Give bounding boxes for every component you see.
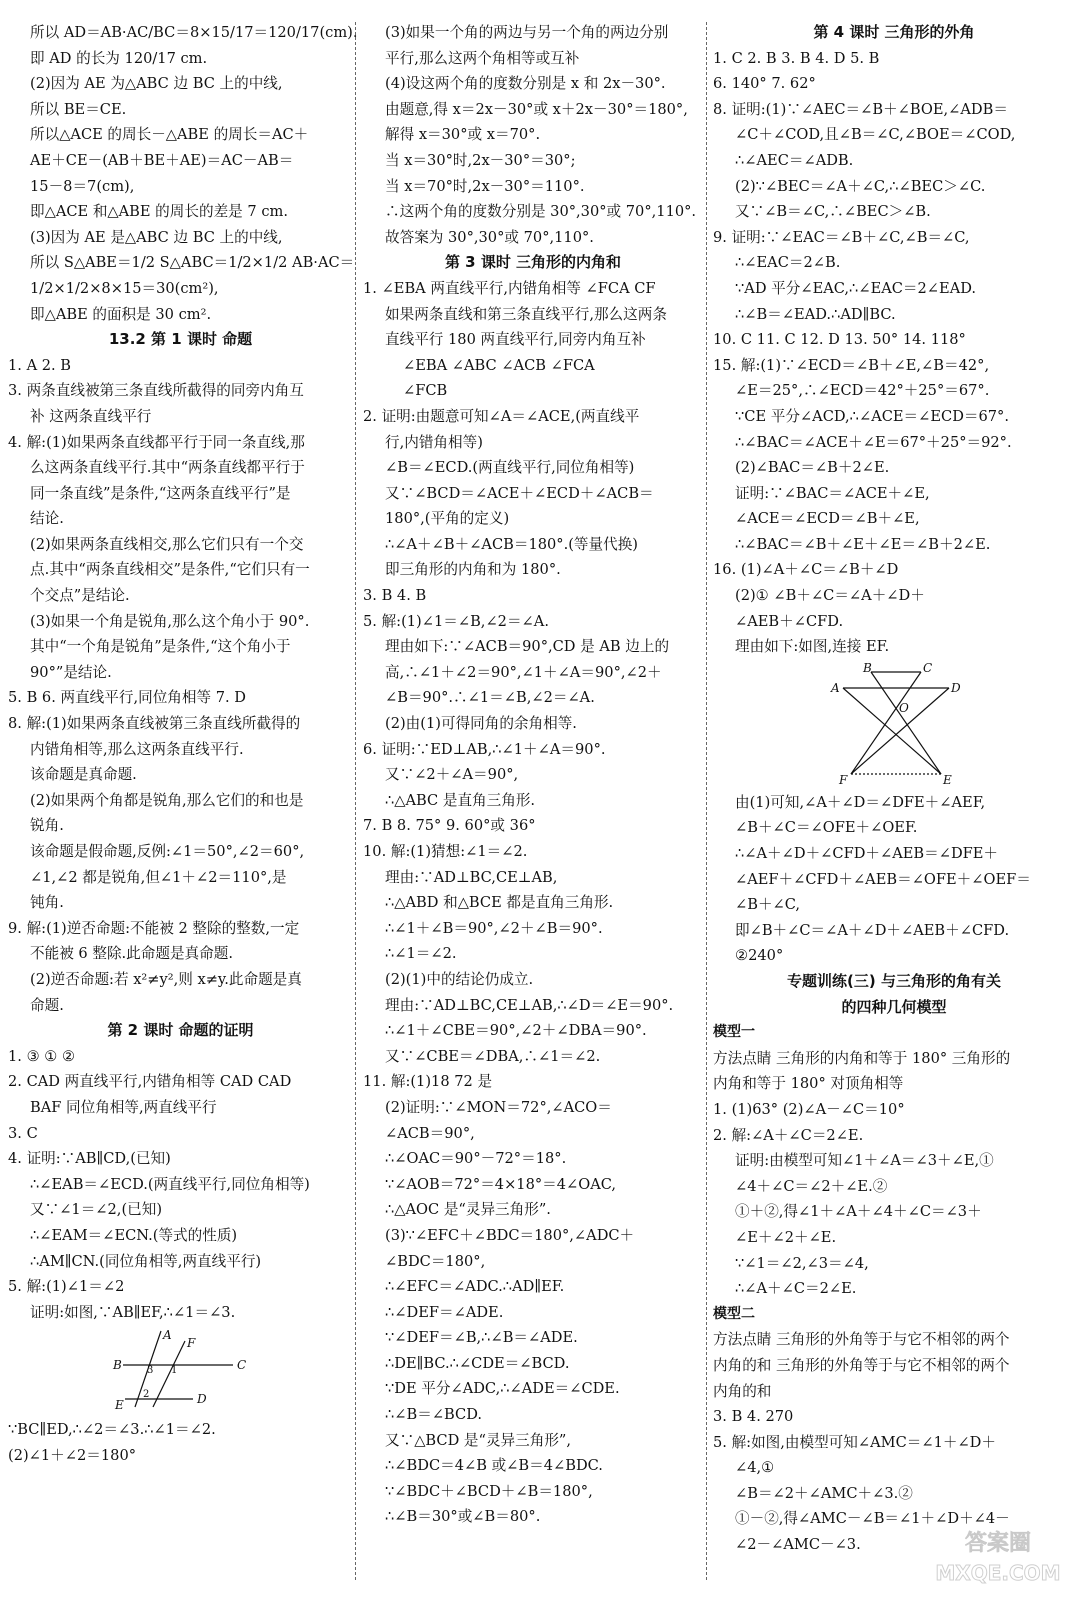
column-divider: [706, 22, 707, 1580]
text-line: BAF 同位角相等,两直线平行: [30, 1098, 217, 1116]
svg-text:答案圈: 答案圈: [964, 1531, 1032, 1556]
text-line: 个交点”是结论.: [30, 587, 130, 605]
text-line: 5. B 6. 两直线平行,同位角相等 7. D: [8, 689, 246, 707]
text-line: 1. (1)63° (2)∠A－∠C＝10°: [713, 1100, 905, 1118]
text-line: 其中“一个角是锐角”是条件,“这个角小于: [30, 638, 291, 656]
text-line: 又∵∠2＋∠A＝90°,: [385, 766, 519, 784]
text-line: 11. 解:(1)18 72 是: [363, 1073, 493, 1091]
text-line: 理由:∵AD⊥BC,CE⊥AB,: [385, 868, 558, 886]
figure-label: B: [863, 660, 872, 675]
text-line: ∴∠EAB＝∠ECD.(两直线平行,同位角相等): [30, 1175, 310, 1193]
text-line: 即三角形的内角和为 180°.: [385, 561, 561, 579]
text-line: 2. 证明:由题意可知∠A＝∠ACE,(两直线平: [363, 407, 640, 425]
text-line: 8. 解:(1)如果两条直线被第三条直线所截得的: [8, 715, 301, 733]
text-line: ∴∠A＋∠D＋∠CFD＋∠AEB＝∠DFE＋: [735, 845, 999, 863]
section-heading: 专题训练(三) 与三角形的角有关: [787, 972, 1001, 990]
text-line: ∠4＋∠C＝∠2＋∠E.②: [735, 1177, 888, 1195]
text-line: 即△ABE 的面积是 30 cm².: [30, 305, 212, 323]
text-line: 16. (1)∠A＋∠C＝∠B＋∠D: [713, 561, 899, 579]
text-line: 锐角.: [30, 817, 64, 835]
text-line: ②240°: [735, 947, 784, 965]
text-line: ∵BC∥ED,∴∠2＝∠3.∴∠1＝∠2.: [8, 1421, 216, 1439]
text-line: 命题.: [30, 996, 64, 1014]
text-line: 直线平行 180 两直线平行,同旁内角互补: [385, 331, 646, 349]
text-line: 所以 AD＝AB·AC/BC＝8×15/17＝120/17(cm).: [30, 24, 358, 41]
text-line: ∴△ABD 和△BCE 都是直角三角形.: [385, 894, 614, 912]
text-line: 3. C: [8, 1124, 38, 1142]
svg-text:MXQE.COM: MXQE.COM: [935, 1561, 1061, 1585]
text-line: 即 AD 的长为 120/17 cm.: [30, 49, 208, 67]
text-line: 钝角.: [30, 894, 64, 912]
text-line: (3)∵∠EFC＋∠BDC＝180°,∠ADC＋: [385, 1226, 635, 1244]
column-2: [363, 20, 703, 1530]
text-line: ∠AEB＋∠CFD.: [735, 612, 844, 630]
figure-label: A: [162, 1328, 172, 1343]
column-1: [8, 20, 358, 1468]
text-line: 如果两条直线和第三条直线平行,那么这两条: [385, 305, 667, 323]
figure-label: 3: [146, 1365, 153, 1377]
text-line: 90°”是结论.: [30, 663, 112, 681]
figure-label: C: [923, 660, 933, 675]
text-line: 6. 证明:∵ED⊥AB,∴∠1＋∠A＝90°.: [363, 740, 606, 758]
text-line: (2)如果两个角都是锐角,那么它们的和也是: [30, 791, 304, 809]
text-line: 7. B 8. 75° 9. 60°或 36°: [363, 817, 536, 835]
subsection-heading: 模型一: [713, 1024, 755, 1041]
text-line: ∠2－∠AMC－∠3.: [735, 1536, 861, 1554]
text-line: ∴∠1＋∠CBE＝90°,∠2＋∠DBA＝90°.: [385, 1022, 647, 1040]
text-line: ∴这两个角的度数分别是 30°,30°或 70°,110°.: [385, 203, 697, 221]
text-line: 解得 x＝30°或 x＝70°.: [385, 126, 541, 144]
text-line: 高,∴∠1＋∠2＝90°,∠1＋∠A＝90°,∠2＋: [385, 663, 662, 681]
text-line: 点.其中“两条直线相交”是条件,“它们只有一: [30, 561, 310, 579]
text-line: ∴∠EAM＝∠ECN.(等式的性质): [30, 1226, 238, 1244]
text-line: ∴∠BAC＝∠B＋∠E＋∠E＝∠B＋2∠E.: [735, 535, 991, 553]
text-line: 6. 140° 7. 62°: [713, 75, 816, 93]
text-line: 么这两条直线平行.其中“两条直线都平行于: [30, 459, 305, 477]
text-line: ∠BDC＝180°,: [385, 1252, 486, 1270]
text-line: 又∵∠BCD＝∠ACE＋∠ECD＋∠ACB＝: [385, 484, 654, 502]
text-line: ∠B＋∠C＝∠OFE＋∠OEF.: [735, 819, 918, 837]
text-line: ∠B＋∠C,: [735, 896, 801, 914]
figure-label: D: [951, 680, 961, 695]
text-line: 9. 证明:∵∠EAC＝∠B＋∠C,∠B＝∠C,: [713, 228, 970, 246]
text-line: (2)因为 AE 为△ABC 边 BC 上的中线,: [30, 75, 283, 93]
text-line: ①＋②,得∠1＋∠A＋∠4＋∠C＝∠3＋: [735, 1203, 982, 1221]
text-line: ∵CE 平分∠ACD,∴∠ACE＝∠ECD＝67°.: [735, 407, 1009, 425]
text-line: ∠FCB: [403, 382, 448, 400]
crossed-triangles-figure: [829, 662, 959, 788]
section-heading: 13.2 第 1 课时 命题: [108, 330, 253, 349]
text-line: ∴DE∥BC.∴∠CDE＝∠BCD.: [385, 1354, 570, 1372]
text-line: ∠B＝90°.∴∠1＝∠B,∠2＝∠A.: [385, 689, 595, 707]
text-line: 即△ACE 和△ABE 的周长的差是 7 cm.: [30, 203, 288, 221]
text-line: 同一条直线”是条件,“这两条直线平行”是: [30, 484, 291, 502]
text-line: ∴∠EAC＝2∠B.: [735, 254, 841, 272]
text-line: 15. 解:(1)∵∠ECD＝∠B＋∠E,∠B＝42°,: [713, 356, 990, 374]
column-divider: [355, 22, 356, 1580]
text-line: ∴∠BAC＝∠ACE＋∠E＝67°＋25°＝92°.: [735, 433, 1012, 451]
figure-label: F: [839, 772, 848, 787]
text-line: ∴∠BDC＝4∠B 或∠B＝4∠BDC.: [385, 1457, 603, 1475]
text-line: 理由如下:如图,连接 EF.: [735, 638, 890, 656]
text-line: 所以 BE＝CE.: [30, 100, 127, 118]
figure-label: F: [186, 1336, 195, 1351]
section-heading: 第 3 课时 三角形的内角和: [444, 253, 622, 272]
text-line: ∠ACB＝90°,: [385, 1124, 475, 1142]
text-line: (2)① ∠B＋∠C＝∠A＋∠D＋: [735, 587, 925, 605]
figure-label: 2: [142, 1389, 149, 1401]
figure-label: O: [899, 700, 909, 715]
text-line: (2)证明:∵∠MON＝72°,∠ACO＝: [385, 1098, 612, 1116]
text-line: ∠4,①: [735, 1459, 775, 1477]
text-line: ∠1,∠2 都是锐角,但∠1＋∠2＝110°,是: [30, 868, 287, 886]
text-line: 2. 解:∠A＋∠C＝2∠E.: [713, 1126, 864, 1144]
text-line: ∠C＋∠COD,且∠B＝∠C,∠BOE＝∠COD,: [735, 126, 1016, 144]
text-line: ∴△AOC 是“灵异三角形”.: [385, 1201, 551, 1219]
text-line: ∴∠DEF＝∠ADE.: [385, 1303, 504, 1321]
figure-label: E: [943, 772, 952, 787]
text-line: 1. ③ ① ②: [8, 1047, 76, 1065]
text-line: 该命题是真命题.: [30, 766, 137, 784]
text-line: ∴∠OAC＝90°－72°＝18°.: [385, 1150, 567, 1168]
text-line: ∵AD 平分∠EAC,∴∠EAC＝2∠EAD.: [735, 279, 977, 297]
text-line: ∴∠1＝∠2.: [385, 945, 457, 963]
text-line: 又∵∠1＝∠2,(已知): [30, 1201, 163, 1219]
text-line: 由题意,得 x＝2x－30°或 x＋2x－30°＝180°,: [385, 100, 688, 118]
figure-label: B: [112, 1358, 122, 1373]
text-line: 3. 两条直线被第三条直线所截得的同旁内角互: [8, 382, 304, 400]
text-line: (2)如果两条直线相交,那么它们只有一个交: [30, 535, 304, 553]
text-line: 理由如下:∵∠ACB＝90°,CD 是 AB 边上的: [385, 638, 670, 656]
text-line: ∠EBA ∠ABC ∠ACB ∠FCA: [403, 356, 595, 374]
text-line: 4. 解:(1)如果两条直线都平行于同一条直线,那: [8, 433, 305, 451]
text-line: 不能被 6 整除.此命题是真命题.: [30, 945, 233, 963]
section-heading: 第 4 课时 三角形的外角: [813, 23, 975, 41]
column-3: [713, 20, 1075, 1558]
text-line: (2)由(1)可得同角的余角相等.: [385, 715, 577, 733]
text-line: ∴∠B＝∠EAD.∴AD∥BC.: [735, 305, 896, 323]
text-line: ∵DE 平分∠ADC,∴∠ADE＝∠CDE.: [385, 1380, 620, 1398]
text-line: ∴∠B＝∠BCD.: [385, 1406, 483, 1424]
text-line: 故答案为 30°,30°或 70°,110°.: [385, 228, 594, 246]
text-line: ∴∠B＝30°或∠B＝80°.: [385, 1508, 541, 1526]
text-line: 2. CAD 两直线平行,内错角相等 CAD CAD: [8, 1073, 292, 1091]
text-line: 证明:如图,∵AB∥EF,∴∠1＝∠3.: [30, 1303, 236, 1321]
text-line: 所以△ACE 的周长－△ABE 的周长＝AC＋: [30, 126, 309, 144]
text-line: 10. C 11. C 12. D 13. 50° 14. 118°: [713, 331, 966, 349]
text-line: ∠ACE＝∠ECD＝∠B＋∠E,: [735, 510, 920, 528]
text-line: ∠B＝∠ECD.(两直线平行,同位角相等): [385, 459, 635, 477]
text-line: ∴∠A＋∠B＋∠ACB＝180°.(等量代换): [385, 535, 638, 553]
text-line: ∴∠1＋∠B＝90°,∠2＋∠B＝90°.: [385, 919, 603, 937]
text-line: ∠B＝∠2＋∠AMC＋∠3.②: [735, 1484, 913, 1502]
text-line: ∵∠BDC＋∠BCD＋∠B＝180°,: [385, 1482, 593, 1500]
text-line: ∵∠DEF＝∠B,∴∠B＝∠ADE.: [385, 1329, 578, 1347]
text-line: 当 x＝30°时,2x－30°＝30°;: [385, 151, 576, 169]
text-line: 8. 证明:(1)∵∠AEC＝∠B＋∠BOE,∠ADB＝: [713, 100, 1008, 118]
text-line: 5. 解:如图,由模型可知∠AMC＝∠1＋∠D＋: [713, 1433, 996, 1451]
text-line: (2)(1)中的结论仍成立.: [385, 970, 534, 988]
text-line: ∴∠EFC＝∠ADC.∴AD∥EF.: [385, 1278, 565, 1296]
text-line: 所以 S△ABE＝1/2 S△ABC＝1/2×1/2 AB·AC＝: [30, 254, 355, 272]
text-line: (3)如果一个角是锐角,那么这个角小于 90°.: [30, 612, 310, 630]
figure-label: 1: [170, 1365, 177, 1377]
text-line: ∵∠AOB＝72°＝4×18°＝4∠OAC,: [385, 1175, 617, 1193]
text-line: 结论.: [30, 510, 64, 528]
figure-label: C: [236, 1358, 246, 1373]
text-line: (2)∠BAC＝∠B＋2∠E.: [735, 459, 890, 477]
text-line: 又∵△BCD 是“灵异三角形”,: [385, 1431, 572, 1449]
text-line: 5. 解:(1)∠1＝∠B,∠2＝∠A.: [363, 612, 549, 630]
text-line: (2)∵∠BEC＝∠A＋∠C,∴∠BEC＞∠C.: [735, 177, 986, 195]
text-line: (4)设这两个角的度数分别是 x 和 2x－30°.: [385, 75, 666, 93]
text-line: 方法点睛 三角形的内角和等于 180° 三角形的: [713, 1049, 1011, 1067]
text-line: (2)∠1＋∠2＝180°: [8, 1446, 137, 1464]
text-line: 内角和等于 180° 对顶角相等: [713, 1075, 904, 1093]
text-line: 内错角相等,那么这两条直线平行.: [30, 740, 244, 758]
text-line: 3. B 4. B: [363, 587, 427, 605]
text-line: (2)逆否命题:若 x²≠y²,则 x≠y.此命题是真: [30, 970, 302, 988]
text-line: 当 x＝70°时,2x－30°＝110°.: [385, 177, 585, 195]
watermark-logo: [923, 1522, 1073, 1592]
text-line: 补 这两条直线平行: [30, 407, 152, 425]
text-line: 1. ∠EBA 两直线平行,内错角相等 ∠FCA CF: [363, 279, 656, 297]
text-line: ∴∠AEC＝∠ADB.: [735, 151, 854, 169]
text-line: 9. 解:(1)逆否命题:不能被 2 整除的整数,一定: [8, 919, 300, 937]
text-line: 1. C 2. B 3. B 4. D 5. B: [713, 49, 880, 67]
text-line: ∵∠1＝∠2,∠3＝∠4,: [735, 1254, 869, 1272]
text-line: 内角的和: [713, 1382, 772, 1400]
text-line: 该命题是假命题,反例:∠1＝50°,∠2＝60°,: [30, 843, 305, 860]
text-line: 平行,那么这两个角相等或互补: [385, 49, 580, 67]
text-line: 证明:由模型可知∠1＋∠A＝∠3＋∠E,①: [735, 1152, 994, 1170]
text-line: (3)因为 AE 是△ABC 边 BC 上的中线,: [30, 228, 283, 246]
text-line: ∠E＋∠2＋∠E.: [735, 1228, 837, 1246]
text-line: 即∠B＋∠C＝∠A＋∠D＋∠AEB＋∠CFD.: [735, 921, 1010, 939]
text-line: ∴△ABC 是直角三角形.: [385, 791, 536, 809]
text-line: 证明:∵∠BAC＝∠ACE＋∠E,: [735, 484, 930, 502]
text-line: ∠AEF＋∠CFD＋∠AEB＝∠OFE＋∠OEF＝: [735, 870, 1031, 888]
text-line: ∴AM∥CN.(同位角相等,两直线平行): [30, 1252, 262, 1270]
text-line: ①－②,得∠AMC－∠B＝∠1＋∠D＋∠4－: [735, 1510, 1010, 1528]
text-line: 方法点睛 三角形的外角等于与它不相邻的两个: [713, 1331, 1010, 1349]
subsection-heading: 模型二: [713, 1305, 755, 1322]
figure-label: A: [831, 680, 840, 695]
text-line: 5. 解:(1)∠1＝∠2: [8, 1278, 125, 1296]
figure-label: E: [114, 1398, 124, 1413]
parallel-lines-figure: [111, 1327, 251, 1415]
text-line: ∠E＝25°,∴∠ECD＝42°＋25°＝67°.: [735, 382, 990, 400]
text-line: AE＋CE－(AB＋BE＋AE)＝AC－AB＝: [30, 151, 294, 169]
text-line: 又∵∠CBE＝∠DBA,∴∠1＝∠2.: [385, 1047, 601, 1065]
text-line: 行,内错角相等): [385, 433, 483, 451]
text-line: 180°,(平角的定义): [385, 510, 510, 528]
section-heading: 第 2 课时 命题的证明: [107, 1021, 254, 1040]
text-line: (3)如果一个角的两边与另一个角的两边分别: [385, 24, 669, 41]
text-line: 15－8＝7(cm),: [30, 177, 135, 195]
text-line: 由(1)可知,∠A＋∠D＝∠DFE＋∠AEF,: [735, 793, 986, 811]
text-line: 理由:∵AD⊥BC,CE⊥AB,∴∠D＝∠E＝90°.: [385, 996, 674, 1014]
text-line: 10. 解:(1)猜想:∠1＝∠2.: [363, 843, 528, 860]
section-heading: 的四种几何模型: [841, 997, 947, 1016]
text-line: 1. A 2. B: [8, 356, 72, 374]
figure-label: D: [196, 1392, 207, 1407]
text-line: 4. 证明:∵AB∥CD,(已知): [8, 1150, 171, 1168]
text-line: 3. B 4. 270: [713, 1408, 794, 1426]
text-line: 又∵∠B＝∠C,∴∠BEC＞∠B.: [735, 203, 931, 221]
text-line: 1/2×1/2×8×15＝30(cm²),: [30, 279, 219, 297]
text-line: 内角的和 三角形的外角等于与它不相邻的两个: [713, 1356, 1010, 1374]
text-line: ∴∠A＋∠C＝2∠E.: [735, 1280, 857, 1298]
